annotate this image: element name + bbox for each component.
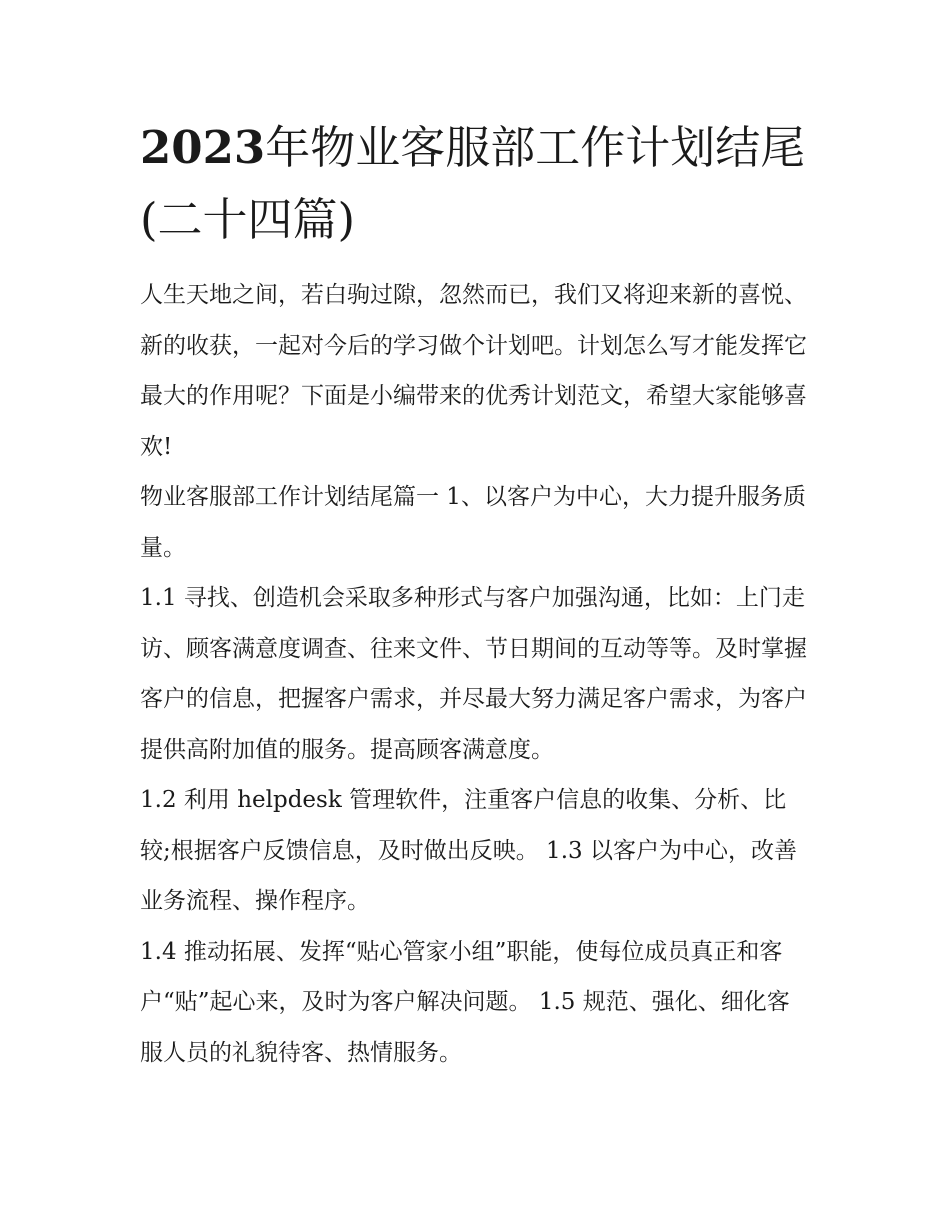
item-1-4-paragraph: 1.4 推动拓展、发挥“贴心管家小组”职能，使每位成员真正和客户“贴”起心来，及时为客户解决问题。 1.5 规范、强化、细化客服人员的礼貌待客、热情服务。 [140, 938, 790, 1066]
item-1-2-paragraph: 1.2 利用 helpdesk 管理软件，注重客户信息的收集、分析、比较;根据客户反馈信息，及时做出反映。 1.3 以客户为中心，改善业务流程、操作程序。 [140, 787, 797, 914]
document-page [140, 112, 812, 1078]
title-year: 2023 [140, 121, 266, 174]
intro-paragraph: 人生天地之间，若白驹过隙，忽然而已，我们又将迎来新的喜悦、新的收获，一起对今后的学习做个计划吧。计划怎么写才能发挥它最大的作用呢？下面是小编带来的优秀计划范文，希望大家能够喜欢! [140, 282, 807, 460]
item-1-1-paragraph: 1.1 寻找、创造机会采取多种形式与客户加强沟通，比如：上门走访、顾客满意度调查、往来文件、节日期间的互动等等。及时掌握客户的信息，把握客户需求，并尽最大努力满足客户需求，为客户提供高附加值的服务。提高顾客满意度。 [140, 585, 807, 763]
section-heading-paragraph: 物业客服部工作计划结尾篇一 1、以客户为中心，大力提升服务质量。 [140, 484, 806, 561]
title-text: 年物业客服部工作计划结尾(二十四篇) [140, 121, 806, 246]
document-title [140, 112, 812, 256]
